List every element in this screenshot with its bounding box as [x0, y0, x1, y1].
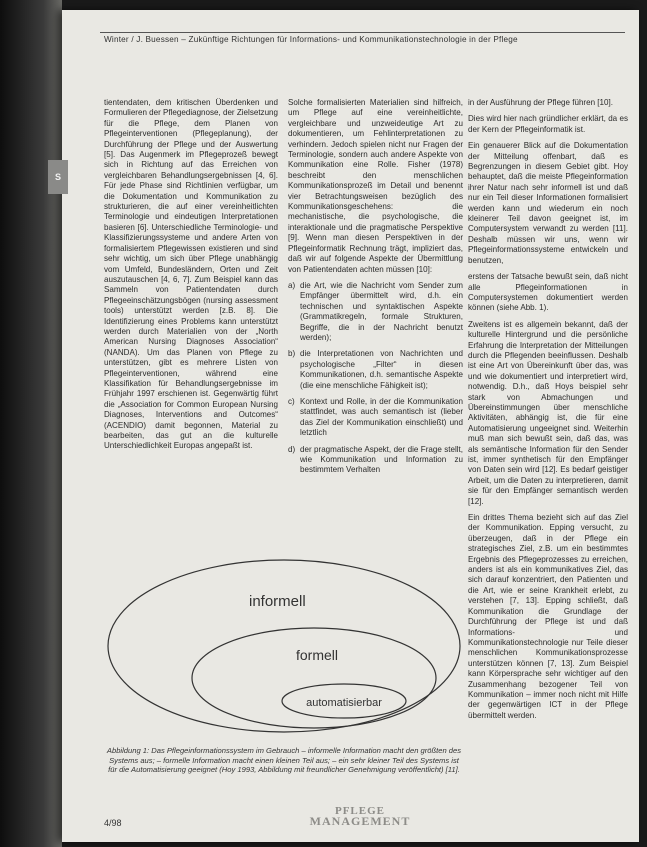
list-item-text: die Interpretationen von Nachrichten und psychologische „Filter“ in diesen Kommunikationen, d.h. semantische Aspekte (die eine menschliche Fähigkeit ist); [300, 349, 463, 390]
logo-line-1: PFLEGE [334, 805, 385, 817]
column-3-paragraph: Dies wird hier nach gründlicher erklärt, da es der Kern der Pflegeinformatik ist. [468, 114, 628, 134]
column-3-paragraph: Ein genauerer Blick auf die Dokumentation der Mitteilung offenbart, daß es Begrenzungen in diesem Gebiet gibt. Hoy behauptet, daß die meiste Pflegeinformation ihrer Natur nach sehr informell ist und daß nur ein Teil dieser Informationen formalisiert werden kann und wiederum ein noch kleinerer Teil davon geeignet ist, im Computersystem verwandt zu werden [11]. Deshalb müssen wir uns, wenn wir Pflegeinformationssysteme entwickeln und benutzen, [468, 141, 628, 265]
list-item-text: die Art, wie die Nachricht vom Sender zum Empfänger übermittelt wird, d.h. ein technischen und syntaktischen Aspekte (Grammatikregeln, formale Strukturen, Begriffe, die in der Nachricht benutzt werden); [300, 280, 463, 342]
header-rule [100, 32, 625, 33]
column-2-intro: Solche formalisierten Materialien sind hilfreich, um Pflege auf eine vereinheitlichte, vergleichbare und unzweideutige Art zu dokumentieren, um Fehlinterpretationen zu verhindern. Jedoch spielen nicht nur Fragen der Terminologie, sondern auch andere Aspekte von Kommunikation eine Rolle. Fisher (1978) beschreibt den menschlichen Kommunikationsprozeß im Detail und benennt vier Betrachtungsweisen bezüglich des Kommunikationsgeschehens: die mechanistische, die psychologische, die interaktionale und die pragmatische Perspektive [9]. Wenn man diesen Perspektiven in der Pflegeinformatik Rechnung trägt, impliziert das, daß wir auf folgende Aspekte der Übermittlung von Patientendaten achten müssen [10]: [288, 98, 463, 274]
nested-ellipse-diagram [104, 556, 464, 736]
list-item-label: a) [288, 280, 296, 290]
list-item-label: d) [288, 444, 296, 454]
column-2 [288, 98, 463, 482]
column-3-paragraph: Ein drittes Thema bezieht sich auf das Ziel der Kommunikation. Epping versucht, zu überzeugen, daß in der Pflege ein strategisches Ziel, z.B. um ein bestimmtes Ergebnis des Pflegeprozesses zu erreichen, anders ist als ein kommunikatives Ziel, das sich darauf konzentriert, den Patienten und die Art, wie er seine Krankheit erlebt, zu verstehen [7, 13]. Epping schließt, daß Kommunikation die Grundlage der Durchführung der Pflege ist und daß Informations- und Kommunikationstechnologie nur Teile dieser menschlichen Kommunikationsprozesse unterstützen können [7, 13]. Zum Beispiel kann Körpersprache sehr wichtiger auf den Zusammenhang bezogener Teil von Kommunikation – immer noch nicht mit Hilfe der gegenwärtigen ICT in der Pflege übermittelt werden. [468, 513, 628, 720]
figure-caption: Abbildung 1: Das Pflegeinformationssystem im Gebrauch – informelle Information macht den größten des Systems aus; – formelle Information macht einen kleinen Teil aus; – ein sehr kleiner Teil des Systems ist für die Automatisierung geeignet (Hoy 1993, Abbildung mit freundlicher Genehmigung veröffentlicht) [11]. [106, 746, 462, 775]
column-3-paragraph: in der Ausführung der Pflege führen [10]. [468, 98, 613, 107]
label-formell: formell [296, 647, 339, 663]
label-automatisierbar: automatisierbar [306, 697, 382, 709]
middle-ellipse [192, 628, 436, 728]
page-number: 4/98 [104, 818, 122, 828]
running-head: Winter / J. Buessen – Zukünftige Richtungen für Informations- und Kommunikationstechnologie in der Pflege [104, 35, 518, 44]
list-item [288, 349, 463, 391]
column-3-paragraph: Zweitens ist es allgemein bekannt, daß der kulturelle Hintergrund und die persönliche Erfahrung die Interpretation der Mitteilungen durch die Pflegenden beeinflussen. Deshalb ist eine Art von Übereinkunft über das, was und wie dokumentiert und interpretiert wird, notwendig. D.h., daß Hoys beispiel sehr stark von Abmachungen und Übereinstimmungen über menschliche Aktivitäten, abhängig ist, die für eine Automatisierung ungeeignet sind. Weiterhin muß man sich bewußt sein, daß das, was als semäntische Information für den Sender ist, immer synthetisch für den Empfänger von Daten sein wird [12]. Es bedarf geistiger Arbeit, um die Daten zu interpretieren, damit sie für den Empfänger semantisch werden [12]. [468, 319, 628, 506]
list-item-text: der pragmatische Aspekt, der die Frage stellt, wie Kommunikation und Information zu bestimmtem Verhalten [300, 444, 463, 475]
list-item-text: Kontext und Rolle, in der die Kommunikation stattfindet, was auch semantisch ist (lieber das Ziel der Kommunikation einschließt) und letztlich [300, 396, 463, 438]
column-3-paragraph: erstens der Tatsache bewußt sein, daß nicht alle Pflegeinformationen in Computersystemen dokumentiert werden können (siehe Abb. 1). [468, 272, 628, 313]
column-3 [468, 98, 628, 727]
list-item [288, 281, 463, 343]
logo-line-2: MANAGEMENT [309, 814, 411, 828]
column-1 [104, 98, 278, 458]
list-item-label: b) [288, 349, 296, 359]
section-tab: S [48, 160, 68, 194]
column-1-paragraph: tientendaten, dem kritischen Überdenken und Formulieren der Pflegediagnose, der Zielsetzung für die Pflege, dem Planen von Pflegeinterventionen (Pflegeplanung), der Durchführung der Pflege und der Auswertung [5]. Das Augenmerk im Pflegeprozeß bewegt sich in Richtung auf das Erreichen von vergleichbaren Behandlungsergebnissen [4, 6]. Für jede Phase sind Richtlinien verfügbar, um die Dokumentation und Kommunikation zu strukturieren, die auf einer vereinheitlichten Terminologie und eindeutigen Interpretationen basieren [6]. Unterschiedliche Terminologie- und Klassifizierungssysteme und andere Arten von formalisiertem Pflegewissen existieren und sind sehr wichtig, um sich über Pflege unabhängig vom Umfeld, Bundesländern, Orten und Zeit auszutauschen [4, 6, 7]. Zum Beispiel kann das Sammeln von Patientendaten durch Pflegeeinschätzungsbögen (nursing assessment tools) unterstützt werden [z.B. 8]. Die Identifizierung eines Problems kann unterstützt werden durch Materialien von der „North American Nursing Diagnoses Association“ (NANDA). Um das Planen von Pflege zu unterstützen, gibt es mehrere Listen von Pflegeinterventionen, während eine Klassifikation für Behandlungsergebnisse im Frühjahr 1997 erschienen ist. Gegenwärtig führt die „Association for Common European Nursing Diagnoses, Interventions and Outcomes“ (ACENDIO) damit begonnen, Material zu bearbeiten, das gut an die kulturelle Unterschiedlichkeit Europas angepaßt ist. [104, 98, 278, 451]
list-item-label: c) [288, 396, 295, 406]
page-gutter-shadow [0, 0, 62, 847]
journal-logo [300, 806, 420, 826]
list-item [288, 397, 463, 439]
list-item [288, 445, 463, 476]
label-informell: informell [249, 593, 306, 610]
